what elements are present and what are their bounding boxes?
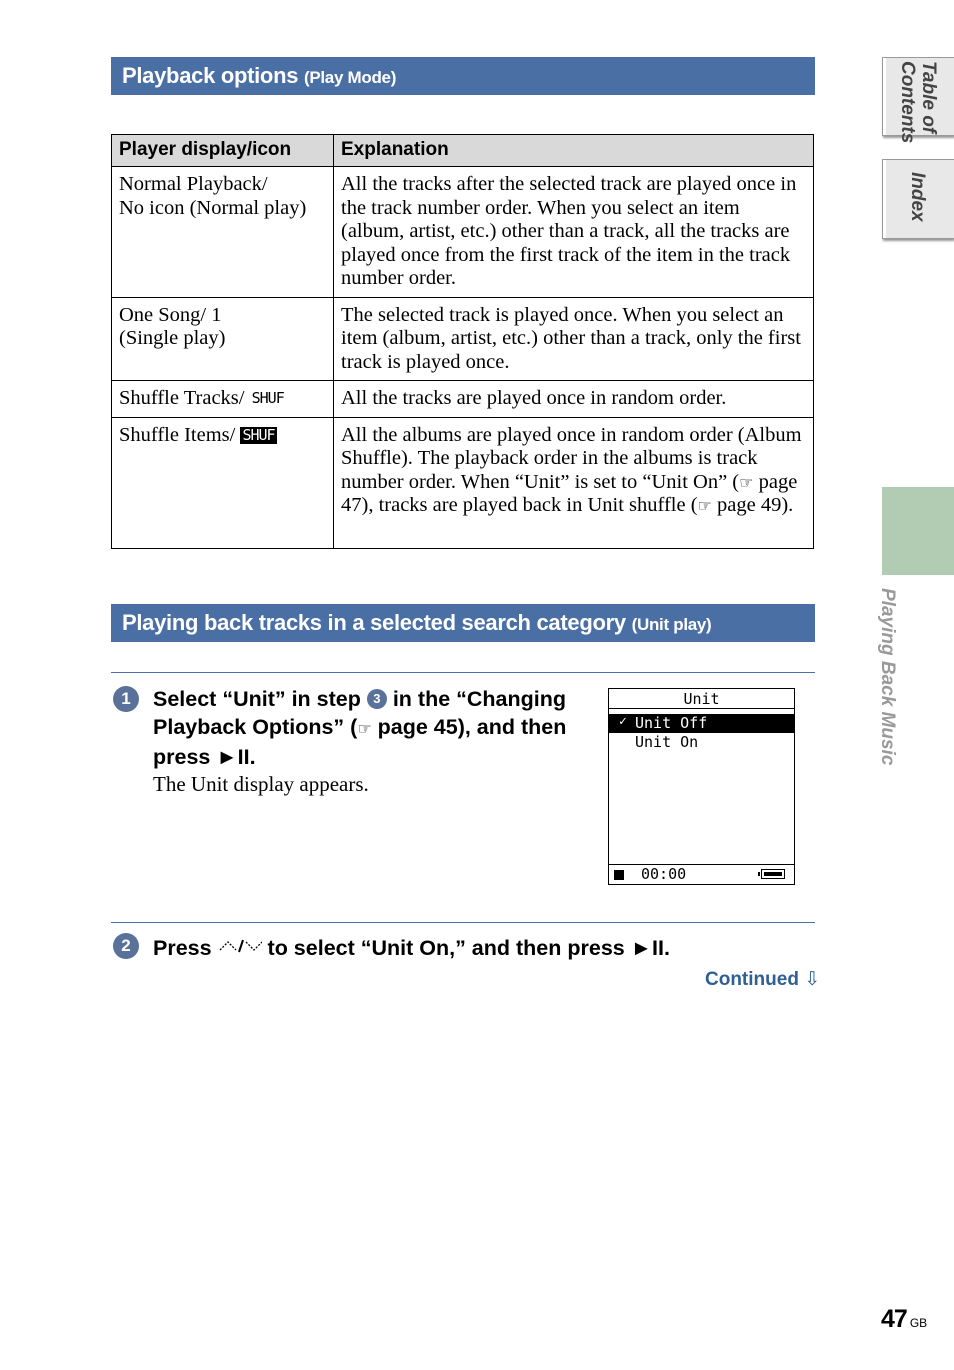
screen-status-divider — [609, 864, 794, 865]
stop-icon — [614, 870, 624, 880]
page-number — [881, 1305, 927, 1334]
tab-table-of-contents[interactable] — [882, 57, 954, 144]
table-cell — [112, 417, 334, 548]
table-row — [112, 167, 814, 298]
cell-text: (Single play) — [119, 327, 226, 349]
tab-label: Index — [907, 172, 928, 222]
section-side-label: Playing Back Music — [877, 588, 898, 766]
tab-label-line: Contents — [897, 61, 918, 144]
step-1-description: The Unit display appears. — [153, 772, 369, 796]
section-header-unit-play — [111, 604, 815, 642]
cell-text: page 47), tracks are played back in Unit shuffle ( — [341, 470, 798, 516]
step-2-title — [153, 932, 670, 962]
play-pause-icon: ►II — [630, 936, 664, 960]
cell-text: No icon (Normal play) — [119, 196, 307, 219]
battery-icon — [761, 869, 785, 879]
tab-label — [897, 61, 939, 143]
table-cell — [334, 417, 814, 548]
step-text: Select “Unit” in step — [153, 687, 367, 711]
screen-time: 00:00 — [641, 865, 687, 883]
play-mode-table — [111, 134, 814, 549]
cell-text: All the albums are played once in random order (Album Shuffle). The playback order in the albums is track number order. When “Unit” is set to “Unit On” ( — [341, 423, 802, 493]
step-number-badge: 2 — [113, 933, 139, 959]
cell-text: page 49). — [711, 494, 794, 516]
screen-menu-item-label: Unit Off — [635, 714, 708, 732]
cell-text: One Song/ 1 — [119, 303, 222, 326]
table-cell — [112, 167, 334, 298]
table-cell: All the tracks after the selected track are played once in the track number order. When you select an item (album, artist, etc.) other than a track, all the tracks are played once from the first track of the item in the track number order. — [334, 167, 814, 298]
pointing-hand-icon: ☞ — [357, 719, 372, 738]
cell-text: Shuffle Items/ — [119, 423, 241, 446]
page-number-value: 47 — [881, 1305, 907, 1333]
section-title: Playing back tracks in a selected search category — [122, 610, 626, 635]
section-subtitle: (Play Mode) — [303, 68, 397, 87]
table-cell — [112, 381, 334, 418]
table-cell: All the tracks are played once in random order. — [334, 381, 814, 418]
step-reference-badge: 3 — [367, 689, 387, 709]
table-header-cell: Explanation — [334, 135, 814, 167]
pointing-hand-icon: ☞ — [739, 472, 754, 492]
down-arrow-icon: ⇩ — [804, 969, 821, 990]
play-pause-icon: ►II — [216, 745, 250, 769]
shuffle-icon: SHUF — [251, 389, 284, 407]
table-row — [112, 417, 814, 548]
page-number-suffix: GB — [909, 1316, 928, 1330]
screen-menu-item-selected[interactable] — [609, 714, 794, 733]
step-text: in the “Changing Playback Options” ( — [153, 687, 567, 739]
screen-title-divider — [609, 708, 794, 709]
shuffle-items-icon: SHUF — [242, 425, 275, 444]
section-title: Playback options — [122, 63, 299, 88]
table-header-cell: Player display/icon — [112, 135, 334, 167]
check-icon: ✓ — [619, 714, 627, 729]
step-number-badge: 1 — [113, 686, 139, 712]
step-text: Press — [153, 936, 218, 960]
table-row — [112, 297, 814, 381]
step-text: to select “Unit On,” and then press — [261, 936, 631, 960]
continued-text: Continued — [705, 969, 799, 990]
cell-text: Normal Playback/ — [119, 173, 268, 195]
step-divider — [111, 672, 815, 673]
step-text: . — [249, 745, 256, 769]
continued-label — [705, 968, 821, 991]
section-subtitle: (Unit play) — [631, 615, 712, 634]
screen-menu-item[interactable]: Unit On — [635, 733, 699, 751]
step-1-title — [153, 685, 598, 771]
pointing-hand-icon: ☞ — [697, 496, 712, 515]
table-cell — [112, 297, 334, 381]
screen-title: Unit — [683, 690, 720, 708]
unit-display-screen — [608, 688, 795, 885]
step-text: . — [663, 936, 670, 960]
tab-label-line: Table of — [918, 61, 939, 134]
section-header-playback-options — [111, 57, 815, 95]
tab-index[interactable] — [882, 159, 954, 239]
step-text: page 45), and then press — [153, 715, 567, 769]
table-cell: The selected track is played once. When you select an item (album, artist, etc.) other than a track, only the first track is played once. — [334, 297, 814, 381]
table-header-row — [112, 135, 814, 167]
section-marker-band — [882, 487, 954, 575]
table-row — [112, 381, 814, 418]
up-down-arrow-icon — [218, 932, 262, 960]
step-divider — [111, 922, 815, 923]
cell-text: Shuffle Tracks/ — [119, 387, 250, 409]
